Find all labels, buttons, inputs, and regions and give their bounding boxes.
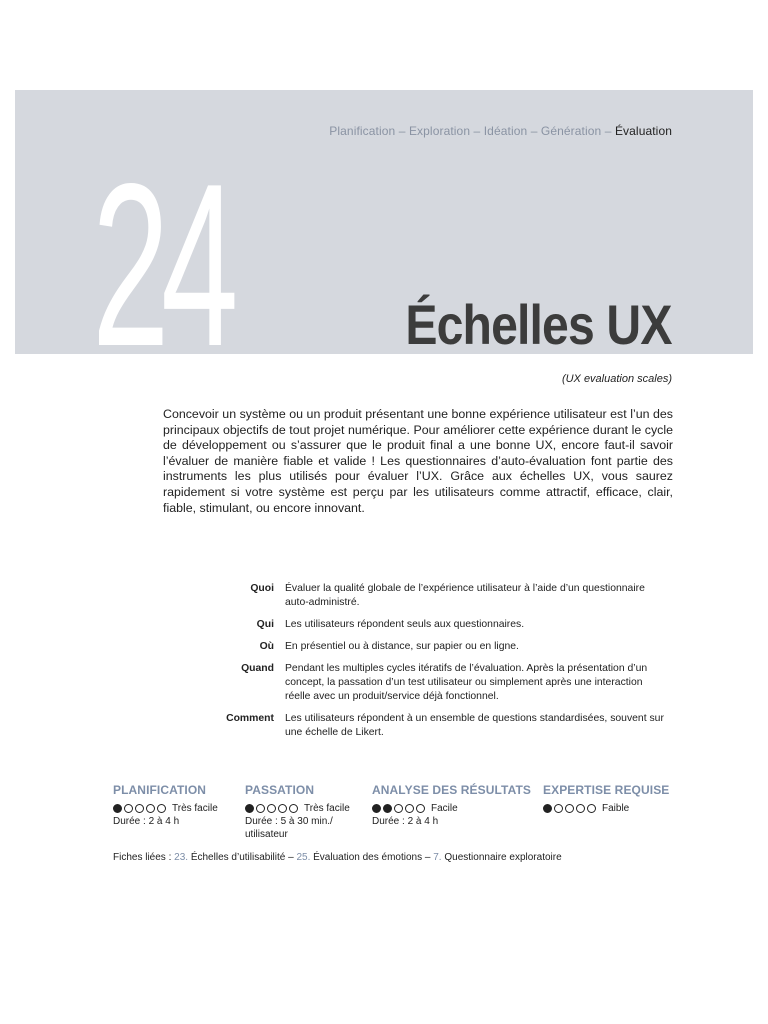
rating-dots (245, 804, 300, 813)
chapter-number: 24 (92, 136, 231, 395)
page-title: Échelles UX (405, 293, 672, 356)
rating-dot-empty (256, 804, 265, 813)
related-link-number[interactable]: 23. (174, 852, 189, 863)
fact-value: Évaluer la qualité globale de l’expérience utilisateur à l’aide d’un questionnaire auto-administré. (285, 583, 645, 608)
breadcrumb-item: Exploration (408, 124, 471, 138)
rating-dot-empty (394, 804, 403, 813)
rating-dot-filled (372, 804, 381, 813)
rating-label: Très facile (172, 803, 218, 814)
fact-key: Où (259, 641, 274, 652)
breadcrumb-item: Planification (329, 124, 396, 138)
breadcrumb (329, 124, 672, 138)
related-link-number[interactable]: 25. (296, 852, 311, 863)
rating-label: Facile (431, 803, 458, 814)
rating-dot-empty (565, 804, 574, 813)
breadcrumb-separator: – (470, 124, 484, 138)
metric-expertise (543, 784, 683, 815)
metric-title: EXPERTISE REQUISE (543, 783, 670, 797)
metric-title: PASSATION (245, 783, 315, 797)
related-link-number[interactable]: 7. (433, 852, 442, 863)
related-separator: – (422, 852, 434, 863)
metric-duration: Durée : 5 à 30 min./ utilisateur (245, 816, 333, 840)
metric-passation (245, 784, 357, 841)
rating-dots (543, 804, 598, 813)
metric-planification (113, 784, 233, 828)
rating-dot-empty (267, 804, 276, 813)
metric-title: PLANIFICATION (113, 783, 207, 797)
rating-dot-empty (135, 804, 144, 813)
fact-value: Les utilisateurs répondent seuls aux questionnaires. (285, 619, 525, 630)
rating-dots (113, 804, 168, 813)
fact-key: Quoi (250, 583, 274, 594)
rating (113, 802, 233, 815)
fact-row-comment (190, 712, 670, 740)
breadcrumb-item-current: Évaluation (614, 124, 672, 138)
fact-value: En présentiel ou à distance, sur papier ou en ligne. (285, 641, 519, 652)
intro-paragraph: Concevoir un système ou un produit présentant une bonne expérience utilisateur est l’un des principaux objectifs de tout projet numérique. Pour améliorer cette expérience durant le cycle de développement ou s’assurer que le produit final a une bonne UX, encore faut-il savoir l’évaluer de manière fiable et valide ! Les questionnaires d’auto-évaluation font partie des instruments les plus utilisés pour évaluer l’UX. Grâce aux échelles UX, vous saurez rapidement si votre système est perçu par les utilisateurs comme attractif, efficace, clair, fiable, stimulant, ou encore innovant. (163, 407, 673, 515)
fact-row-ou (190, 640, 670, 654)
rating-dot-empty (157, 804, 166, 813)
rating-dot-empty (146, 804, 155, 813)
fact-key: Comment (226, 713, 274, 724)
metric-duration: Durée : 2 à 4 h (113, 816, 180, 827)
breadcrumb-separator: – (601, 124, 615, 138)
rating-dots (372, 804, 427, 813)
rating-label: Très facile (304, 803, 350, 814)
breadcrumb-item: Idéation (483, 124, 528, 138)
rating (245, 802, 357, 815)
breadcrumb-separator: – (527, 124, 541, 138)
fact-row-qui (190, 618, 670, 632)
fact-row-quand (190, 662, 670, 704)
rating-dot-empty (416, 804, 425, 813)
breadcrumb-item: Génération (540, 124, 602, 138)
related-separator: – (285, 852, 297, 863)
fact-value: Pendant les multiples cycles itératifs de l’évaluation. Après la présentation d’un concept, la passation d’un test utilisateur ou simplement après une interaction réelle avec un produit/service déjà fonctionnel. (285, 663, 648, 702)
page-subtitle: (UX evaluation scales) (561, 373, 672, 385)
related-link[interactable]: Échelles d’utilisabilité (190, 852, 286, 863)
rating-dot-empty (278, 804, 287, 813)
rating-dot-empty (587, 804, 596, 813)
rating-dot-filled (383, 804, 392, 813)
rating (372, 802, 537, 815)
rating (543, 802, 683, 815)
rating-dot-empty (576, 804, 585, 813)
rating-label: Faible (602, 803, 630, 814)
rating-dot-filled (113, 804, 122, 813)
facts-list (190, 582, 670, 748)
metric-title: ANALYSE DES RÉSULTATS (372, 783, 532, 797)
fact-row-quoi (190, 582, 670, 610)
rating-dot-empty (124, 804, 133, 813)
related-link[interactable]: Questionnaire exploratoire (444, 852, 562, 863)
fact-key: Quand (241, 663, 274, 674)
breadcrumb-separator: – (395, 124, 409, 138)
rating-dot-filled (245, 804, 254, 813)
rating-dot-empty (405, 804, 414, 813)
fact-value: Les utilisateurs répondent à un ensemble de questions standardisées, souvent sur une échelle de Likert. (285, 713, 664, 738)
related-link[interactable]: Évaluation des émotions (313, 852, 423, 863)
rating-dot-filled (543, 804, 552, 813)
fact-key: Qui (256, 619, 274, 630)
rating-dot-empty (554, 804, 563, 813)
rating-dot-empty (289, 804, 298, 813)
metric-duration: Durée : 2 à 4 h (372, 816, 439, 827)
metric-analyse (372, 784, 537, 828)
related-sheets (113, 852, 562, 863)
related-label: Fiches liées : (113, 852, 175, 863)
